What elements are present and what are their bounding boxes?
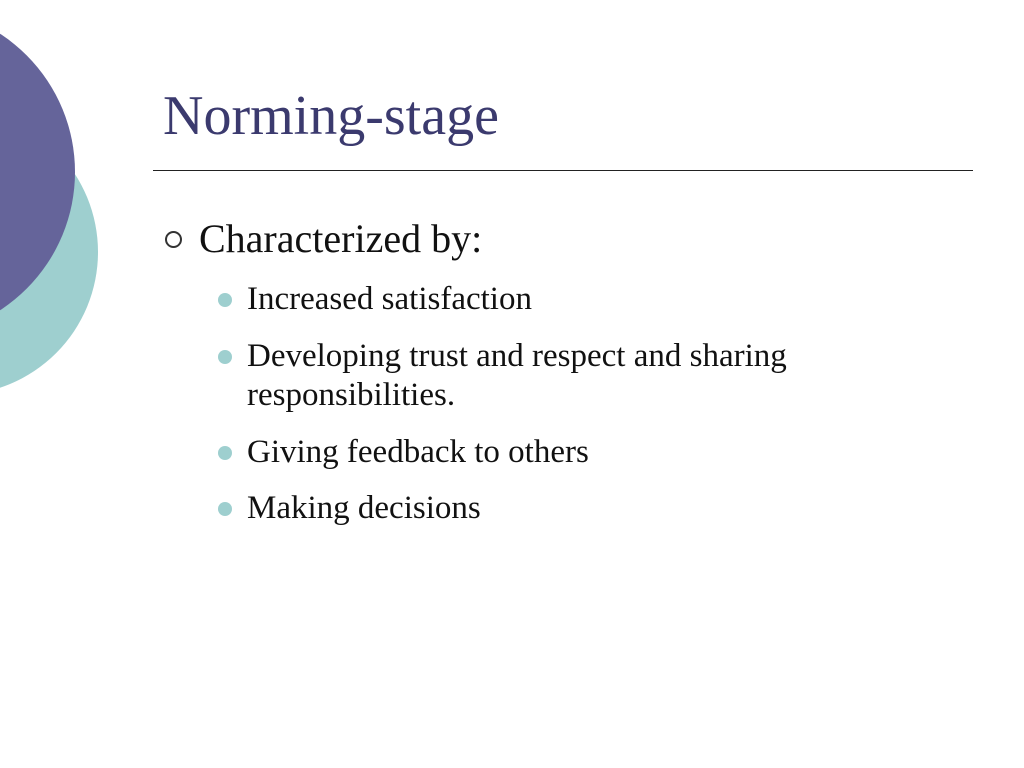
sub-bullet-text: Giving feedback to others xyxy=(247,433,589,470)
decorative-circles xyxy=(0,0,120,420)
sub-bullet-list xyxy=(218,280,938,546)
main-bullet-text: Characterized by: xyxy=(199,216,483,261)
slide-title: Norming-stage xyxy=(163,85,499,147)
sub-bullet-item xyxy=(218,280,938,320)
hollow-circle-icon xyxy=(165,231,182,248)
title-divider xyxy=(153,170,973,171)
main-bullet xyxy=(165,216,482,262)
sub-bullet-text: Increased satisfaction xyxy=(247,281,532,317)
filled-circle-icon xyxy=(218,446,232,460)
filled-circle-icon xyxy=(218,502,232,516)
sub-bullet-item xyxy=(218,433,938,473)
sub-bullet-text: Developing trust and respect and sharing responsibilities. xyxy=(247,337,787,414)
sub-bullet-text: Making decisions xyxy=(247,490,481,527)
filled-circle-icon xyxy=(218,293,232,307)
sub-bullet-item xyxy=(218,337,938,416)
filled-circle-icon xyxy=(218,350,232,364)
sub-bullet-item xyxy=(218,489,938,529)
